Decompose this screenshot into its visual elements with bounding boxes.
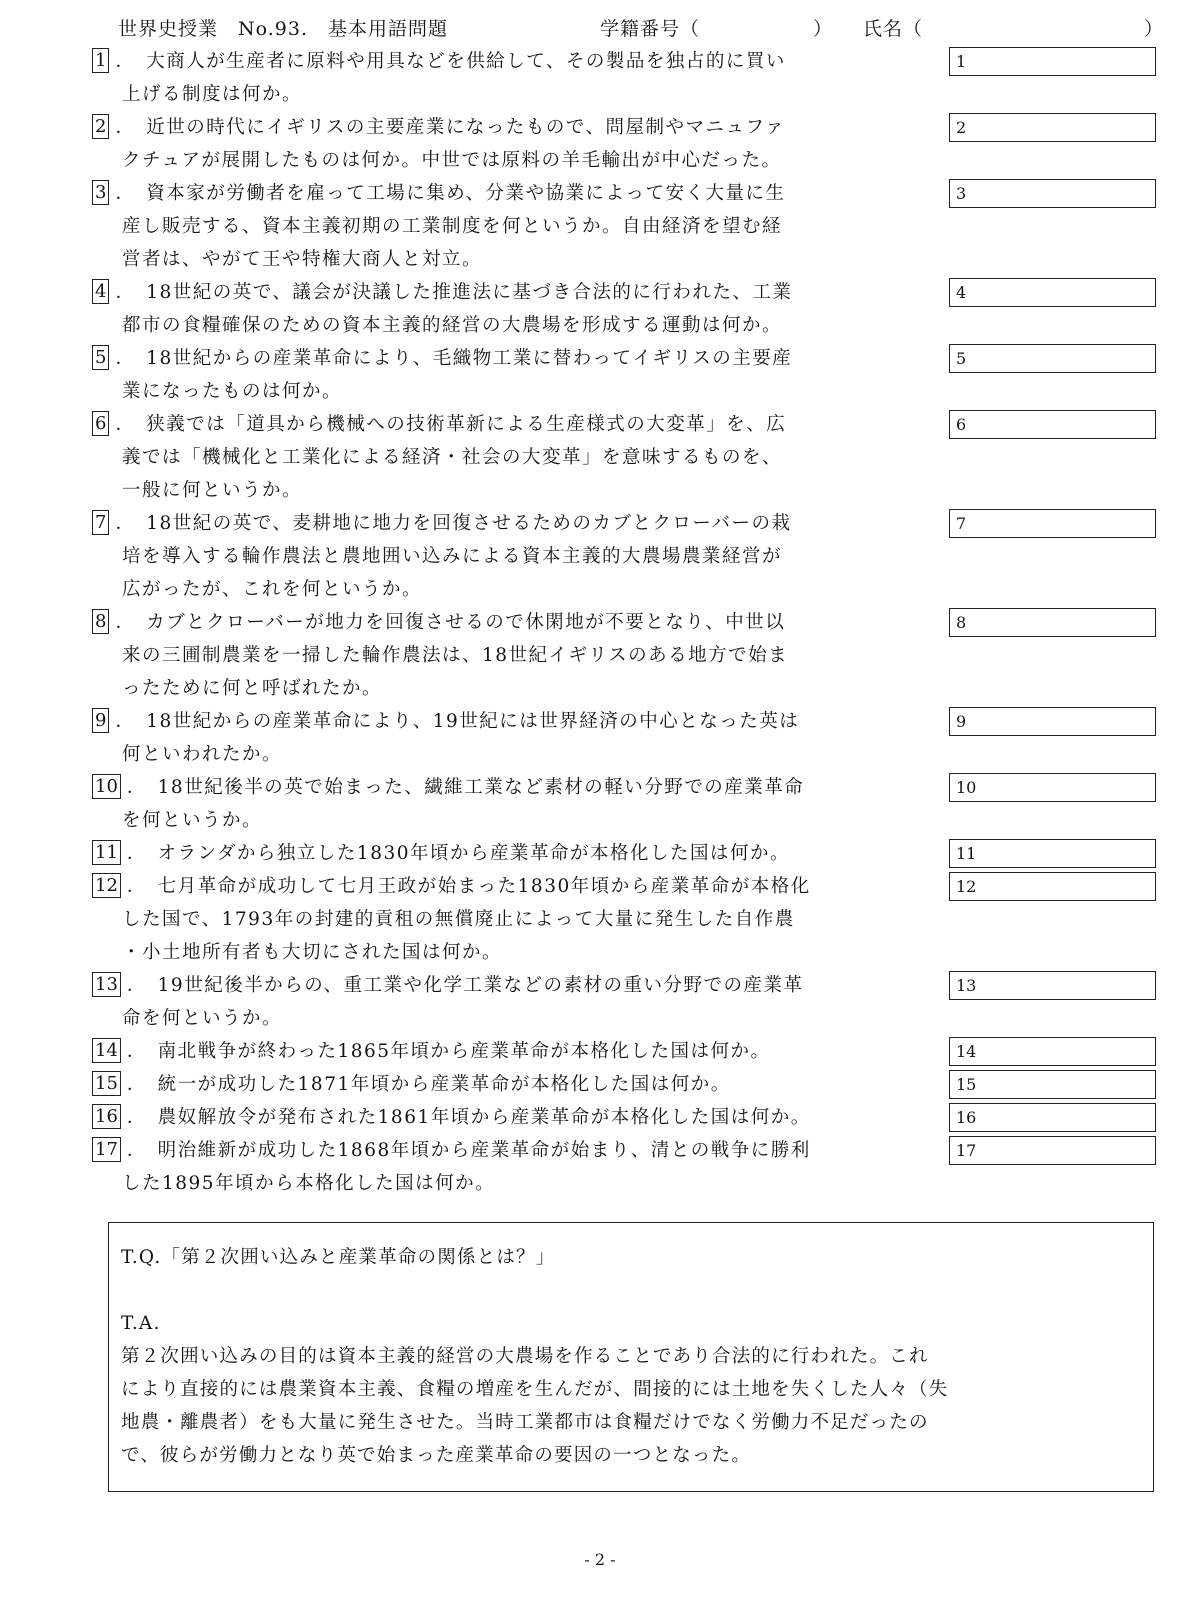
tq-box [108,1222,1154,1492]
answer-box[interactable]: 16 [949,1103,1156,1132]
name-label: 氏名（ [863,18,924,40]
question-item [92,606,942,705]
question-text: ． 七月革命が成功して七月王政が始まった1830年頃から産業革命が本格化 [126,876,811,897]
question-text: 業になったものは何か。 [122,381,343,402]
question-item [92,177,942,276]
answer-box[interactable]: 2 [949,113,1156,142]
question-number: 15 [92,1071,121,1096]
question-text: ったために何と呼ばれたか。 [122,678,383,699]
question-item [92,1035,942,1068]
answer-box[interactable]: 17 [949,1136,1156,1165]
question-number: 11 [92,840,121,865]
question-text-line [92,606,942,639]
question-item [92,507,942,606]
question-number: 5 [92,345,109,370]
question-text-line [92,1068,942,1101]
question-text: ． 明治維新が成功した1868年頃から産業革命が始まり、清との戦争に勝利 [126,1140,811,1161]
question-text-line [92,309,942,342]
question-text: ． 南北戦争が終わった1865年頃から産業革命が本格化した国は何か。 [126,1041,771,1062]
student-number-close: ） [813,18,834,40]
question-text: 営者は、やがて王や特権大商人と対立。 [122,249,483,270]
question-item [92,1134,942,1200]
question-text: ． 18世紀の英で、議会が決議した推進法に基づき合法的に行われた、工業 [115,282,793,303]
question-item [92,969,942,1035]
question-text: した国で、1793年の封建的貢租の無償廃止によって大量に発生した自作農 [122,909,795,930]
question-text-line [92,243,942,276]
page-number: - 2 - [584,1550,616,1569]
question-text-line [92,870,942,903]
question-text-line [92,639,942,672]
question-text-line [92,1101,942,1134]
question-text: ． 統一が成功した1871年頃から産業革命が本格化した国は何か。 [126,1074,731,1095]
question-text: 上げる制度は何か。 [122,84,303,105]
name-close: ） [1144,18,1165,40]
question-text: 都市の食糧確保のための資本主義的経営の大農場を形成する運動は何か。 [122,315,783,336]
question-number: 8 [92,609,109,634]
question-text-line [92,441,942,474]
question-text-line [92,474,942,507]
question-text-line [92,1002,942,1035]
answer-box[interactable]: 15 [949,1070,1156,1099]
question-text-line [92,936,942,969]
answer-box[interactable]: 8 [949,608,1156,637]
question-number: 13 [92,972,121,997]
question-text: 培を導入する輪作農法と農地囲い込みによる資本主義的大農場農業経営が [122,546,783,567]
answer-box[interactable]: 10 [949,773,1156,802]
ta-label: T.A. [121,1313,161,1334]
question-text-line [92,969,942,1002]
question-text-line [92,771,942,804]
question-text: ． 農奴解放令が発布された1861年頃から産業革命が本格化した国は何か。 [126,1107,811,1128]
question-text: ． 18世紀後半の英で始まった、繊維工業など素材の軽い分野での産業革命 [126,777,805,798]
question-text-line [92,903,942,936]
question-number: 9 [92,708,109,733]
answer-box[interactable]: 12 [949,872,1156,901]
question-text: ． オランダから独立した1830年頃から産業革命が本格化した国は何か。 [126,843,791,864]
ta-line: 地農・離農者）をも大量に発生させた。当時工業都市は食糧だけでなく労働力不足だったの [121,1412,929,1433]
question-text-line [92,837,942,870]
question-number: 3 [92,180,109,205]
question-text-line [92,111,942,144]
question-text: ． カブとクローバーが地力を回復させるので休閑地が不要となり、中世以 [115,612,786,633]
question-text-line [92,738,942,771]
answer-box[interactable]: 13 [949,971,1156,1000]
question-number: 4 [92,279,109,304]
question-text-line [92,507,942,540]
question-text: ． 19世紀後半からの、重工業や化学工業などの素材の重い分野での産業革 [126,975,804,996]
question-number: 16 [92,1104,121,1129]
question-text-line [92,1167,942,1200]
question-item [92,705,942,771]
student-number-label: 学籍番号（ [600,18,701,40]
question-text: 一般に何というか。 [122,480,303,501]
answer-box[interactable]: 3 [949,179,1156,208]
question-text-line [92,705,942,738]
question-text: ・小土地所有者も大切にされた国は何か。 [122,942,503,963]
question-number: 12 [92,873,121,898]
question-text-line [92,1134,942,1167]
question-item [92,276,942,342]
question-text-line [92,375,942,408]
question-text-line [92,540,942,573]
question-text-line [92,210,942,243]
question-text-line [92,144,942,177]
answer-box[interactable]: 1 [949,47,1156,76]
question-number: 17 [92,1137,121,1162]
question-text: ． 18世紀からの産業革命により、毛織物工業に替わってイギリスの主要産 [115,348,793,369]
tq-question: T.Q.「第２次囲い込みと産業革命の関係とは？」 [121,1247,556,1268]
question-text: 来の三圃制農業を一掃した輪作農法は、18世紀イギリスのある地方で始ま [122,645,789,666]
question-text-line [92,45,942,78]
worksheet-header [118,14,1165,44]
question-text: 義では「機械化と工業化による経済・社会の大変革」を意味するものを、 [122,447,783,468]
question-text: した1895年頃から本格化した国は何か。 [122,1173,496,1194]
question-text: 命を何というか。 [122,1008,283,1029]
question-text: クチュアが展開したものは何か。中世では原料の羊毛輸出が中心だった。 [122,150,782,171]
question-item [92,45,942,111]
question-item [92,342,942,408]
question-text: ． 資本家が労働者を雇って工場に集め、分業や協業によって安く大量に生 [115,183,786,204]
question-text-line [92,408,942,441]
question-number: 6 [92,411,109,436]
question-number: 2 [92,114,109,139]
answer-box[interactable]: 4 [949,278,1156,307]
question-item [92,408,942,507]
question-number: 14 [92,1038,121,1063]
answer-box[interactable]: 6 [949,410,1156,439]
question-text-line [92,1035,942,1068]
question-text-line [92,672,942,705]
question-item [92,1101,942,1134]
worksheet-title: 世界史授業 No.93. 基本用語問題 [118,18,448,40]
question-item [92,111,942,177]
question-text-line [92,177,942,210]
question-text: を何というか。 [122,810,263,831]
question-text-line [92,342,942,375]
question-text-line [92,78,942,111]
answer-box[interactable]: 14 [949,1037,1156,1066]
question-text: ． 大商人が生産者に原料や用具などを供給して、その製品を独占的に買い [115,51,786,72]
question-number: 7 [92,510,109,535]
question-number: 10 [92,774,121,799]
question-item [92,771,942,837]
question-number: 1 [92,48,109,73]
answer-box[interactable]: 5 [949,344,1156,373]
question-text: ． 18世紀からの産業革命により、19世紀には世界経済の中心となった英は [115,711,800,732]
answer-box[interactable]: 7 [949,509,1156,538]
question-item [92,837,942,870]
answer-box[interactable]: 9 [949,707,1156,736]
question-item [92,1068,942,1101]
question-text: ． 18世紀の英で、麦耕地に地力を回復させるためのカブとクローバーの栽 [115,513,792,534]
answer-box[interactable]: 11 [949,839,1156,868]
question-text: ． 近世の時代にイギリスの主要産業になったもので、問屋制やマニュファ [115,117,786,138]
question-text-line [92,276,942,309]
question-text: 産し販売する、資本主義初期の工業制度を何というか。自由経済を望む経 [122,216,783,237]
question-text-line [92,573,942,606]
question-text: ． 狭義では「道具から機械への技術革新による生産様式の大変革」を、広 [115,414,787,435]
question-text: 広がったが、これを何というか。 [122,579,423,600]
question-item [92,870,942,969]
question-text: 何といわれたか。 [122,744,283,765]
ta-line: で、彼らが労働力となり英で始まった産業革命の要因の一つとなった。 [121,1445,752,1466]
question-text-line [92,804,942,837]
ta-line: 第２次囲い込みの目的は資本主義的経営の大農場を作ることであり合法的に行われた。これ [121,1346,929,1367]
ta-line: により直接的には農業資本主義、食糧の増産を生んだが、間接的には土地を失くした人々（失 [121,1379,949,1400]
